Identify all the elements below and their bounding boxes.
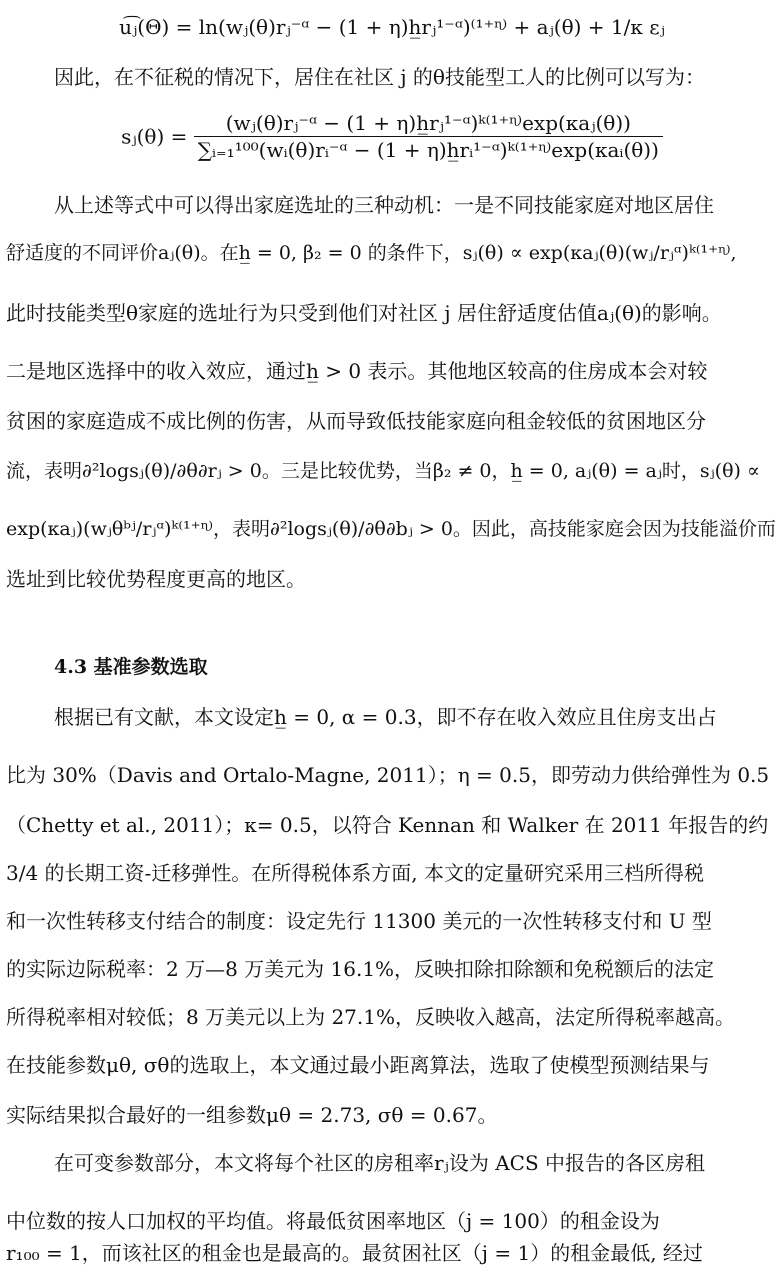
paragraph-line: 和一次性转移支付结合的制度：设定先行 11300 美元的一次性转移支付和 U 型: [6, 909, 712, 933]
paragraph-line: 选址到比较优势程度更高的地区。: [6, 567, 306, 591]
equation-share-fraction: [194, 110, 663, 163]
paragraph-line: 的实际边际税率：2 万—8 万美元为 16.1%，反映扣除扣除额和免税额后的法定: [6, 957, 715, 981]
paragraph-line: 比为 30%（Davis and Ortalo-Magne, 2011）；η = 0.5，即劳动力供给弹性为 0.5: [6, 763, 770, 787]
paragraph-line: 贫困的家庭造成不成比例的伤害，从而导致低技能家庭向租金较低的贫困地区分: [6, 409, 706, 433]
paragraph-line: 此时技能类型θ家庭的选址行为只受到他们对社区 j 居住舒适度估值aⱼ(θ)的影响。: [6, 301, 722, 325]
paragraph-line: 二是地区选择中的收入效应，通过h̲ > 0 表示。其他地区较高的住房成本会对较: [6, 359, 708, 383]
paragraph-line: 因此，在不征税的情况下，居住在社区 j 的θ技能型工人的比例可以写为：: [54, 65, 705, 89]
paragraph-line: 所得税率相对较低；8 万美元以上为 27.1%，反映收入越高，法定所得税率越高。: [6, 1005, 735, 1029]
paragraph-line: 从上述等式中可以得出家庭选址的三种动机：一是不同技能家庭对地区居住: [54, 193, 714, 217]
equation-share: [0, 110, 784, 176]
equation-share-lhs: sⱼ(θ) =: [121, 124, 188, 149]
paragraph-line: 在可变参数部分，本文将每个社区的房租率rⱼ设为 ACS 中报告的各区房租: [54, 1151, 706, 1175]
paragraph-line: r₁₀₀ = 1，而该社区的租金也是最高的。最贫困社区（j = 1）的租金最低, 经过: [6, 1241, 703, 1265]
paragraph-line: 根据已有文献，本文设定h̲ = 0, α = 0.3，即不存在收入效应且住房支出占: [54, 705, 717, 729]
paragraph-line: 流，表明∂²logsⱼ(θ)/∂θ∂rⱼ > 0。三是比较优势，当β₂ ≠ 0，h̲ = 0, aⱼ(θ) = aⱼ时，sⱼ(θ) ∝: [6, 460, 760, 482]
paragraph-line: exp(κaⱼ)(wⱼθᵇʲ/rⱼᵅ)ᵏ⁽¹⁺ᶯ⁾，表明∂²logsⱼ(θ)/∂θ∂bⱼ > 0。因此，高技能家庭会因为技能溢价而: [6, 518, 776, 540]
equation-utility: u͡ⱼ(Θ) = ln(wⱼ(θ)rⱼ⁻ᵅ − (1 + η)h̲rⱼ¹⁻ᵅ)⁽¹⁺ᶯ⁾ + aⱼ(θ) + 1/κ εⱼ: [119, 15, 665, 39]
section-heading: 4.3 基准参数选取: [54, 656, 208, 678]
paragraph-line: 在技能参数μθ, σθ的选取上，本文通过最小距离算法，选取了使模型预测结果与: [6, 1053, 710, 1077]
equation-share-numerator: (wⱼ(θ)rⱼ⁻ᵅ − (1 + η)h̲rⱼ¹⁻ᵅ)ᵏ⁽¹⁺ᶯ⁾exp(κaⱼ(θ)): [194, 110, 663, 137]
paragraph-line: 实际结果拟合最好的一组参数μθ = 2.73, σθ = 0.67。: [6, 1103, 498, 1127]
paragraph-line: 舒适度的不同评价aⱼ(θ)。在h̲ = 0, β₂ = 0 的条件下，sⱼ(θ) ∝ exp(κaⱼ(θ)(wⱼ/rⱼᵅ)ᵏ⁽¹⁺ᶯ⁾,: [6, 242, 737, 264]
paragraph-line: 中位数的按人口加权的平均值。将最低贫困率地区（j = 100）的租金设为: [6, 1209, 660, 1233]
equation-share-denominator: ∑ᵢ₌₁¹⁰⁰(wᵢ(θ)rᵢ⁻ᵅ − (1 + η)h̲rᵢ¹⁻ᵅ)ᵏ⁽¹⁺ᶯ⁾exp(κaᵢ(θ)): [197, 138, 659, 162]
paragraph-line: （Chetty et al., 2011）；κ= 0.5，以符合 Kennan 和 Walker 在 2011 年报告的约: [6, 813, 769, 837]
paragraph-line: 3/4 的长期工资-迁移弹性。在所得税体系方面, 本文的定量研究采用三档所得税: [6, 861, 705, 885]
